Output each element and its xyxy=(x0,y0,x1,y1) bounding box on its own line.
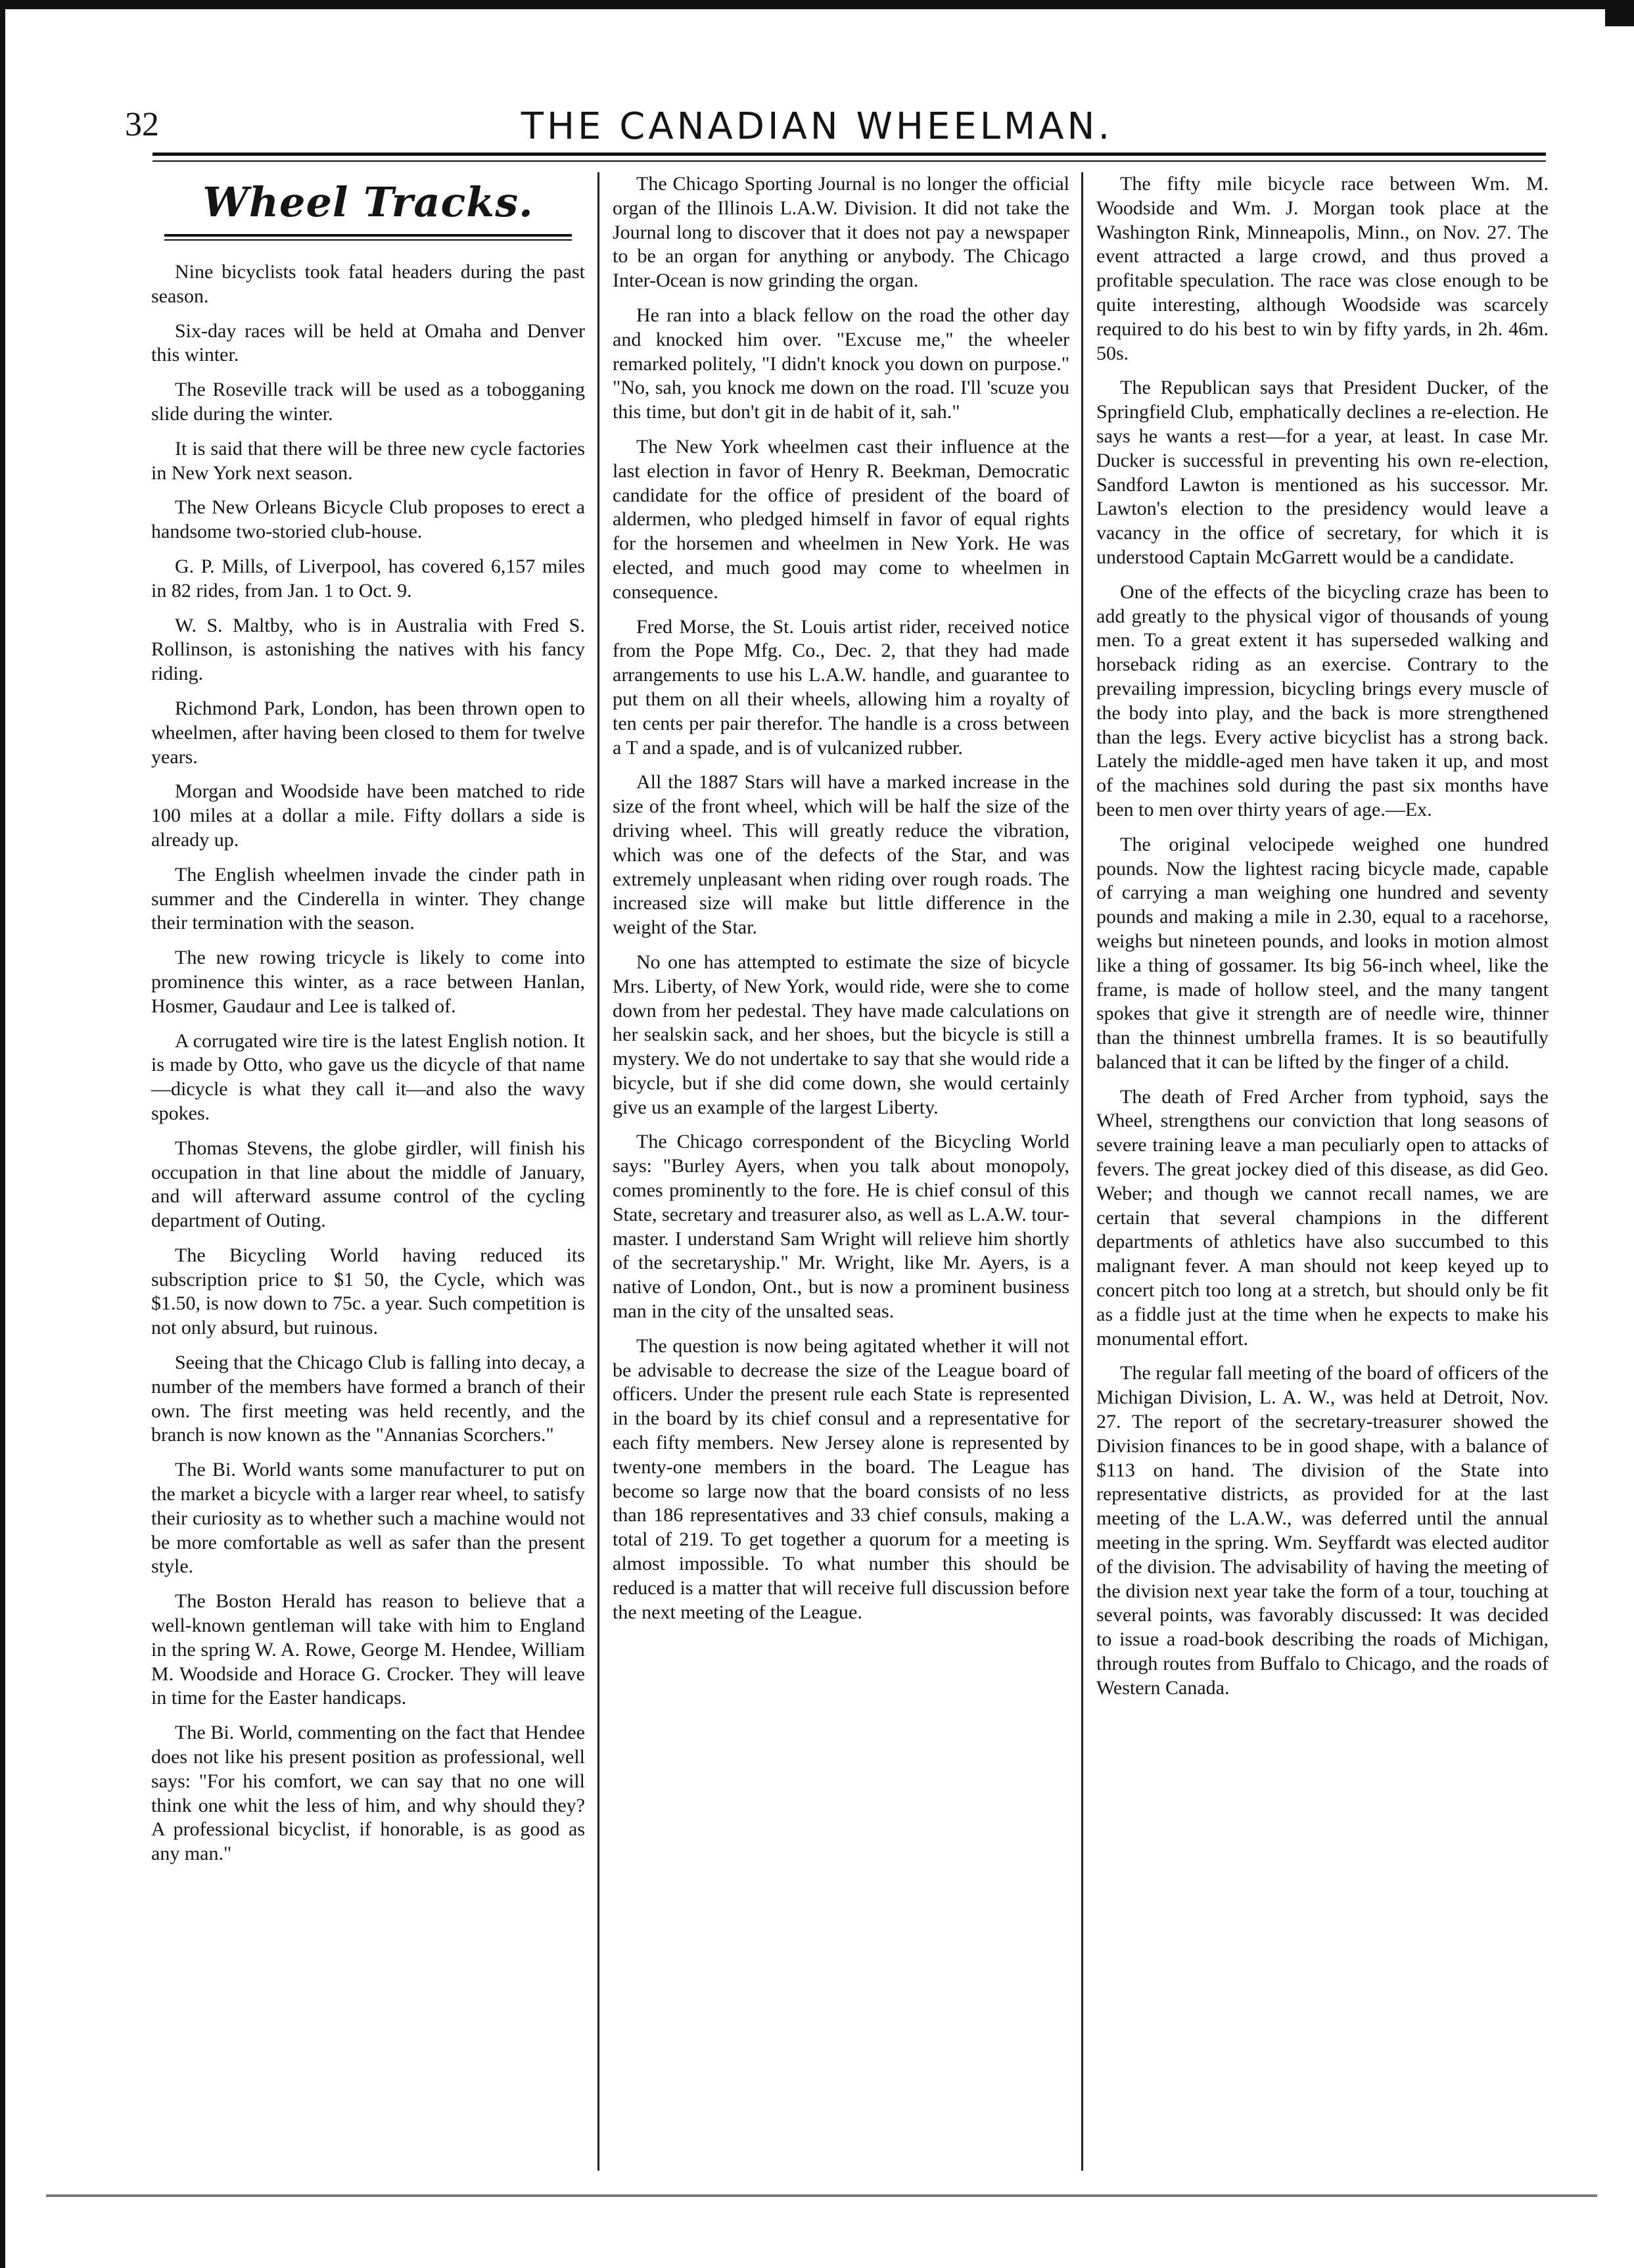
bottom-rule xyxy=(46,2194,1597,2197)
header-rule-thin xyxy=(152,160,1546,162)
paragraph: The Chicago correspondent of the Bicycling World says: "Burley Ayers, when you talk about monopoly, comes prominently to the fore. He is chief consul of this State, secretary and treasurer also, as well as L.A.W. tour-master. I understand Sam Wright will relieve him shortly of the secretaryship." Mr. Wright, like Mr. Ayers, is a native of London, Ont., but is now a prominent business man in the city of the unsalted seas. xyxy=(613,1131,1069,1323)
column-divider-1 xyxy=(597,172,599,2171)
title-rule-thin xyxy=(164,239,572,241)
paragraph: Richmond Park, London, has been thrown open to wheelmen, after having been closed to them for twelve years. xyxy=(151,697,585,768)
paragraph: Morgan and Woodside have been matched to ride 100 miles at a dollar a mile. Fifty dollars a side is already up. xyxy=(151,780,585,851)
paragraph: The death of Fred Archer from typhoid, says the Wheel, strengthens our conviction that long seasons of severe training leave a man peculiarly open to attacks of fevers. The great jockey died of this disease, as did Geo. Weber; and though we cannot recall names, we are certain that several champions in the different departments of athletics have also succumbed to this malignant fever. A man should not keep keyed up to concert pitch too long at a stretch, but should only be fit as a fiddle just at the time when he expects to make his monumental effort. xyxy=(1096,1085,1549,1350)
paragraph: The Bi. World wants some manufacturer to put on the market a bicycle with a larger rear wheel, to satisfy their curiosity as to whether such a machine would not be more comfortable as well as safer than the present style. xyxy=(151,1459,585,1578)
top-scan-edge xyxy=(0,0,1634,9)
paragraph: The Bicycling World having reduced its subscription price to $1 50, the Cycle, which was $1.50, is now down to 75c. a year. Such competition is not only absurd, but ruinous. xyxy=(151,1244,585,1339)
paragraph: The Boston Herald has reason to believe that a well-known gentleman will take with him to England in the spring W. A. Rowe, George M. Hendee, William M. Woodside and Horace G. Crocker. They will leave in time for the Easter handicaps. xyxy=(151,1590,585,1709)
paragraph: Fred Morse, the St. Louis artist rider, received notice from the Pope Mfg. Co., Dec. 2, that they had made arrangements to use his L.A.W. handle, and guarantee to put them on all their wheels, allowing him a royalty of ten cents per pair therefor. The handle is a cross between a T and a spade, and is of vulcanized rubber. xyxy=(613,615,1069,759)
page-number: 32 xyxy=(125,106,159,143)
corner-scan-mark xyxy=(1605,0,1634,26)
title-rule xyxy=(164,234,572,237)
paragraph: The fifty mile bicycle race between Wm. M. Woodside and Wm. J. Morgan took place at the Washington Rink, Minneapolis, Minn., on Nov. 27. The event attracted a large crowd, and thus proved a profitable speculation. The race was close enough to be quite interesting, although Woodside was scarcely required to do his best to win by fifty yards, in 2h. 46m. 50s. xyxy=(1096,173,1549,364)
paragraph: The Bi. World, commenting on the fact that Hendee does not like his present position as professional, well says: "For his comfort, we can say that no one will think one whit the less of him, and why should they? A professional bicyclist, if honorable, is as good as any man." xyxy=(151,1722,585,1865)
paragraph: The Republican says that President Ducker, of the Springfield Club, emphatically declines a re-election. He says he wants a rest—for a year, at least. In case Mr. Ducker is successful in preventing his own re-election, Sandford Lawton is mentioned as his successor. Mr. Lawton's election to the presidency would leave a vacancy in the office of secretary, for which it is understood Captain McGarrett would be a candidate. xyxy=(1096,377,1549,568)
header-rule xyxy=(152,153,1546,156)
paragraph: W. S. Maltby, who is in Australia with Fred S. Rollinson, is astonishing the natives with his fancy riding. xyxy=(151,614,585,685)
paragraph: The Roseville track will be used as a tobogganing slide during the winter. xyxy=(151,379,585,425)
column-3 xyxy=(1096,172,1549,1711)
column-2 xyxy=(613,172,1069,1635)
paragraph: He ran into a black fellow on the road the other day and knocked him over. "Excuse me," the wheeler remarked politely, "I didn't knock you down on purpose." "No, sah, you knock me down on the road. I'll 'scuze you this time, but don't git in de habit of it, sah." xyxy=(613,304,1069,423)
paragraph: A corrugated wire tire is the latest English notion. It is made by Otto, who gave us the dicycle of that name—dicycle is what they call it—and also the wavy spokes. xyxy=(151,1029,585,1124)
paragraph: The new rowing tricycle is likely to come into prominence this winter, as a race between Hanlan, Hosmer, Gaudaur and Lee is talked of. xyxy=(151,947,585,1017)
paragraph: The English wheelmen invade the cinder path in summer and the Cinderella in winter. They change their termination with the season. xyxy=(151,863,585,934)
left-scan-edge xyxy=(0,0,5,2268)
paragraph: The New Orleans Bicycle Club proposes to erect a handsome two-storied club-house. xyxy=(151,496,585,543)
paragraph: All the 1887 Stars will have a marked increase in the size of the front wheel, which will be half the size of the driving wheel. This will greatly reduce the vibration, which was one of the defects of the Star, and was extremely unpleasant when riding over rough roads. The increased size will make but little difference in the weight of the Star. xyxy=(613,771,1069,939)
paragraph: Seeing that the Chicago Club is falling into decay, a number of the members have formed a branch of their own. The first meeting was held recently, and the branch is now known as the "Annanias Scorchers." xyxy=(151,1352,585,1446)
paragraph: Thomas Stevens, the globe girdler, will finish his occupation in that line about the middle of January, and will afterward assume control of the cycling department of Outing. xyxy=(151,1137,585,1232)
paragraph: The New York wheelmen cast their influence at the last election in favor of Henry R. Beekman, Democratic candidate for the office of president of the board of aldermen, who pledged himself in favor of equal rights for the horsemen and wheelmen in New York. He was elected, and much good may come to wheelmen in consequence. xyxy=(613,435,1069,603)
paragraph: Six-day races will be held at Omaha and Denver this winter. xyxy=(151,319,585,366)
paragraph: G. P. Mills, of Liverpool, has covered 6,157 miles in 82 rides, from Jan. 1 to Oct. 9. xyxy=(151,555,585,602)
paragraph: The question is now being agitated whether it will not be advisable to decrease the size of the League board of officers. Under the present rule each State is represented in the board by its chief consul and a representative for each fifty members. New Jersey alone is represented by twenty-one members in the board. The League has become so large now that the board consists of no less than 186 representatives and 33 chief consuls, making a total of 219. To get together a quorum for a meeting is almost impossible. To what number this should be reduced is a matter that will receive full discussion before the next meeting of the League. xyxy=(613,1335,1069,1623)
paragraph: One of the effects of the bicycling craze has been to add greatly to the physical vigor of thousands of young men. To a great extent it has superseded walking and horseback riding as an exercise. Contrary to the prevailing impression, bicycling brings every muscle of the body into play, and the back is more strengthened than the legs. Every active bicyclist has a strong back. Lately the middle-aged men have taken it up, and most of the machines sold during the past six months have been to men over thirty years of age.—Ex. xyxy=(1096,580,1549,820)
paragraph: The regular fall meeting of the board of officers of the Michigan Division, L. A. W., was held at Detroit, Nov. 27. The report of the secretary-treasurer showed the Division finances to be in good shape, with a balance of $113 on hand. The division of the State into representative districts, as provided for at the last meeting of the L.A.W., was deferred until the annual meeting in the spring. Wm. Seyffardt was elected auditor of the division. The advisability of having the meeting of the division next year take the form of a tour, touching at several points, was favorably discussed: It was decided to issue a road-book describing the roads of Michigan, through routes from Buffalo to Chicago, and the roads of Western Canada. xyxy=(1096,1362,1549,1699)
section-title: Wheel Tracks. xyxy=(202,178,534,226)
paragraph: It is said that there will be three new cycle factories in New York next season. xyxy=(151,437,585,484)
column-1 xyxy=(151,172,585,1877)
masthead-title: THE CANADIAN WHEELMAN. xyxy=(521,105,1113,148)
paragraph: The original velocipede weighed one hundred pounds. Now the lightest racing bicycle made, capable of carrying a man weighing one hundred and seventy pounds and making a mile in 2.30, equal to a racehorse, weighs but nineteen pounds, and looks in motion almost like a thing of gossamer. Its big 56-inch wheel, like the frame, is made of hollow steel, and the many tangent spokes that give it strength are of needle wire, thinner than the thinnest umbrella frames. It is so beautifully balanced that it can be lifted by the finger of a child. xyxy=(1096,833,1549,1073)
column-divider-2 xyxy=(1081,172,1083,2171)
paragraph: Nine bicyclists took fatal headers during the past season. xyxy=(151,261,585,307)
paragraph: No one has attempted to estimate the size of bicycle Mrs. Liberty, of New York, would ride, were she to come down from her pedestal. They have made calculations on her sealskin sack, and her shoes, but the bicycle is still a mystery. We do not undertake to say that she would ride a bicycle, but if she did come down, she would certainly give us an example of the largest Liberty. xyxy=(613,951,1069,1118)
paragraph: The Chicago Sporting Journal is no longer the official organ of the Illinois L.A.W. Division. It did not take the Journal long to discover that it does not pay a newspaper to be an organ for anything or anybody. The Chicago Inter-Ocean is now grinding the organ. xyxy=(613,173,1069,292)
